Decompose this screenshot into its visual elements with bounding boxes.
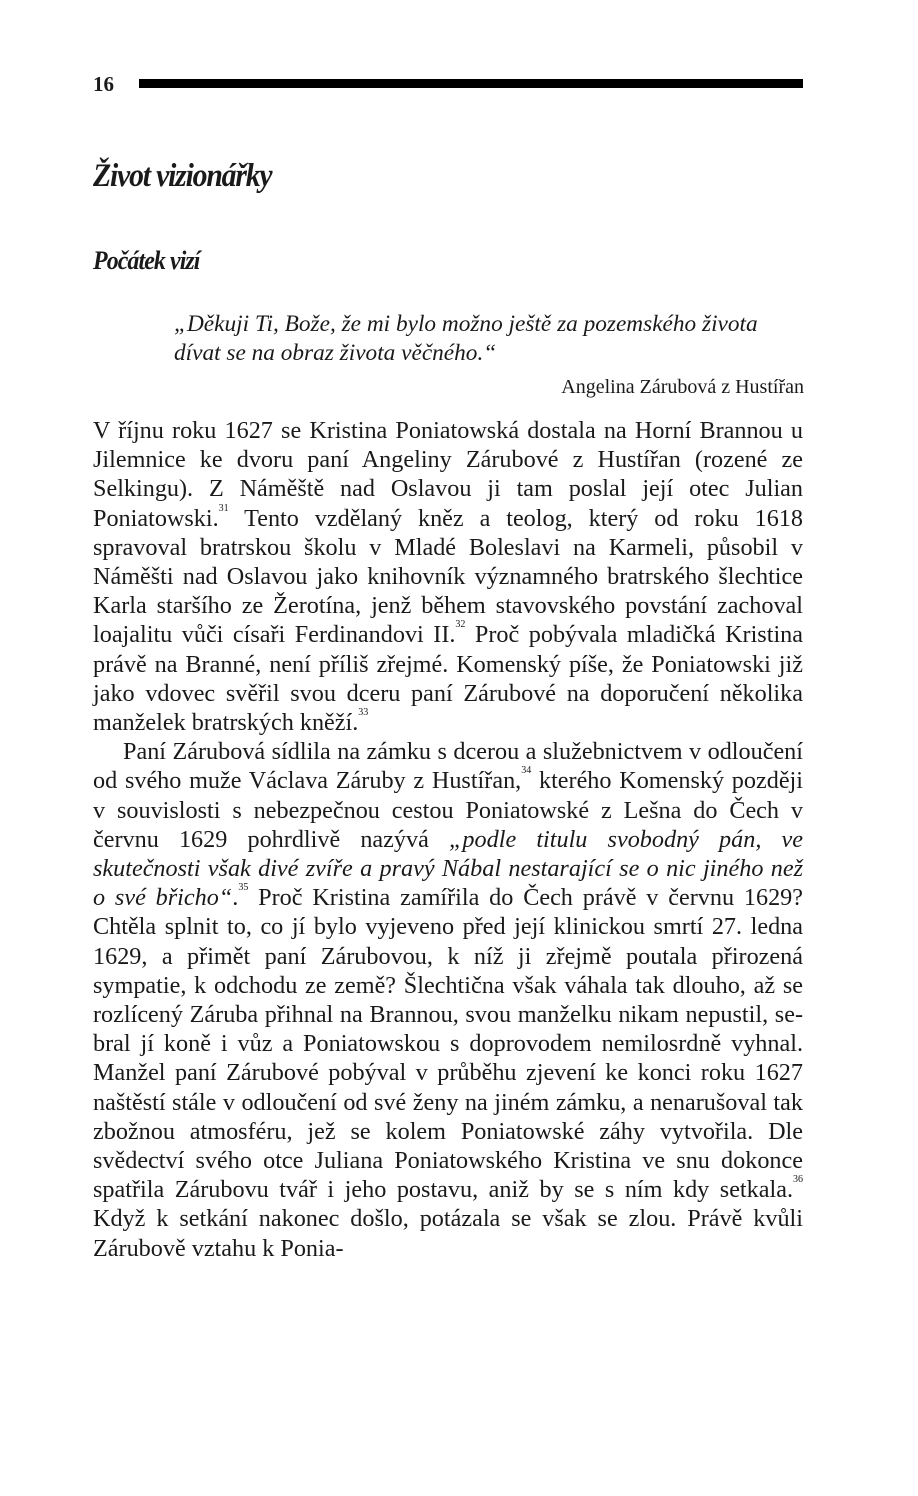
epigraph-author: Angelina Zárubová z Hustířan [561, 376, 804, 398]
footnote-ref-31: 31 [218, 502, 229, 514]
comenius-quote: „podle titulu svobodný pán, ve skutečnosti však divé zvíře a pravý Nábal nestarající se o nic jiného než o své břicho“ [93, 825, 803, 912]
paragraph-text: Proč pobývala mladičká Kristina právě na Branné, není příliš zřejmé. Komenský píše, že Poniatowski již jako vdovec svěřil svou dceru paní Zárubové na doporučení několika manželek bratrských kněží. [93, 621, 803, 737]
section-title: Počátek vizí [93, 246, 200, 275]
paragraph-1 [93, 416, 803, 737]
epigraph-text: „Děkuji Ti, Bože, že mi bylo možno ještě za pozemského života dívat se na obraz života věčného.“ [174, 311, 758, 366]
footnote-ref-33: 33 [358, 707, 369, 719]
paragraph-text: Paní Zárubová sídlila na zámku s dcerou a služebnictvem v odloučení od svého muže Václava Záruby z Hustířan, [93, 738, 803, 795]
page-header [93, 72, 803, 96]
paragraph-text: Když k setkání nakonec došlo, potázala se však se zlou. Právě kvůli Zárubově vztahu k Ponia- [93, 1205, 803, 1262]
footnote-ref-34: 34 [521, 765, 532, 777]
body-text [93, 416, 803, 1263]
chapter-title: Život vizionářky [93, 158, 272, 194]
paragraph-text: . [232, 884, 239, 912]
footnote-ref-32: 32 [455, 619, 466, 631]
paragraph-text: V říjnu roku 1627 se Kristina Poniatowská dostala na Horní Brannou u Jilemnice ke dvoru paní Angeliny Zárubové z Hustířan (rozené ze Selkingu). Z Náměště nad Oslavou ji tam poslal její otec Julian Poniatowski. [93, 417, 803, 532]
paragraph-text: Tento vzdělaný kněz a teolog, který od roku 1618 spravoval bratrskou školu v Mladé Boleslavi na Karmeli, působil v Náměšti nad Oslavou jako knihovník významného bratrského šlechtice Karla staršího ze Žerotína, jenž během stavovského povstání zachoval loajalitu vůči císaři Ferdinandovi II. [93, 504, 803, 649]
footnote-ref-35: 35 [238, 882, 249, 894]
page-number: 16 [93, 72, 114, 96]
header-rule [139, 79, 803, 88]
paragraph-text: Proč Kristina zamířila do Čech právě v červnu 1629? Chtěla splnit to, co jí bylo vyjeveno před její klinickou smrtí 27. ledna 1629, a přimět paní Zárubovou, k níž ji zřejmě poutala přirozená sympatie, k odchodu ze země? Šlechtična však váhala tak dlouho, až se rozlícený Záruba přihnal na Brannou, svou manželku nikam nepustil, sebral jí koně i vůz a Poniatowskou s doprovodem nemilosrdně vyhnal. Manžel paní Zárubové pobýval v průběhu zjevení ke konci roku 1627 naštěstí stále v odloučení od své ženy na jiném zámku, a nenarušoval tak zbožnou atmosféru, jež se kolem Poniatowské záhy vytvořila. Dle svědectví svého otce Juliana Poniatowského Kristina ve snu dokonce spatřila Zárubovu tvář i jeho postavu, aniž by se s ním kdy setkala. [93, 884, 803, 1204]
epigraph [174, 310, 804, 400]
paragraph-text: kterého Komenský později v souvislosti s nebezpečnou cestou Poniatowské z Lešna do Čech v červnu 1629 pohrdlivě nazývá [93, 767, 803, 853]
paragraph-2 [93, 737, 803, 1263]
footnote-ref-36: 36 [793, 1174, 803, 1186]
